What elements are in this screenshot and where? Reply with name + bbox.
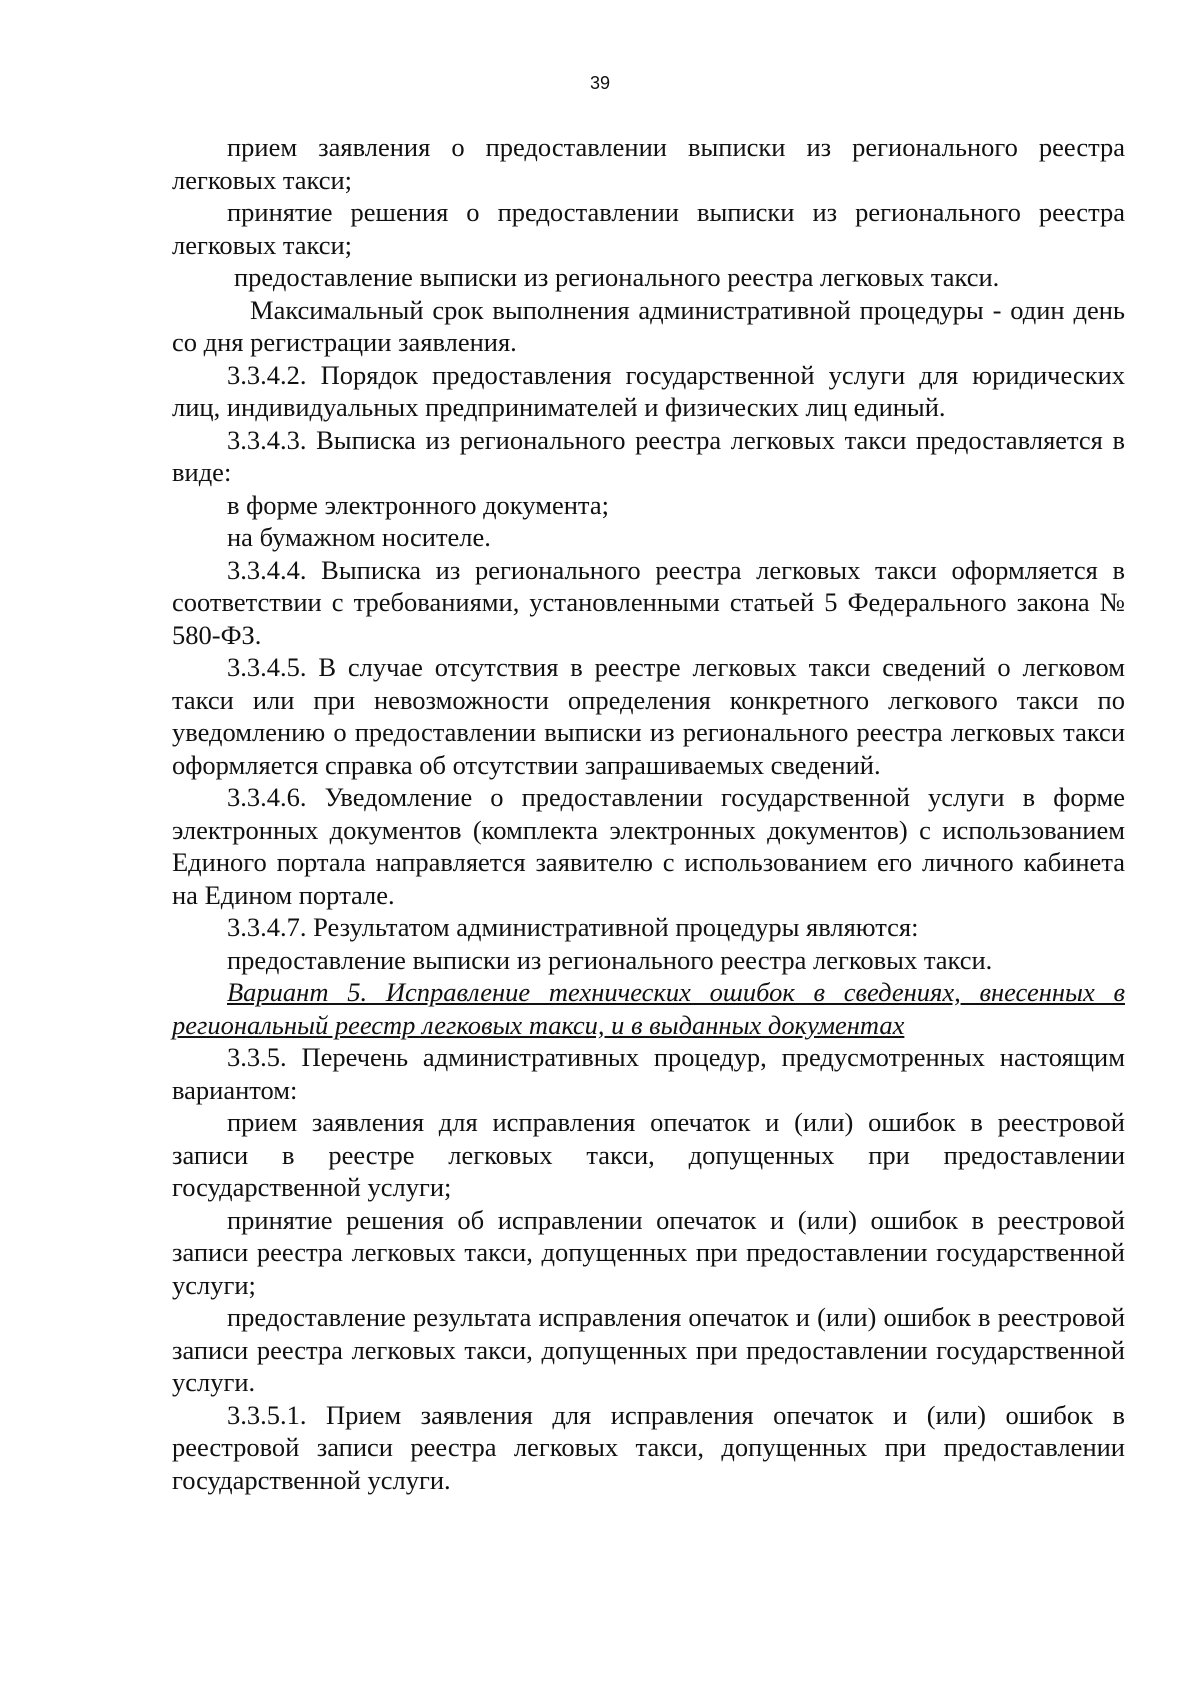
section-heading: Вариант 5. Исправление технических ошибок в сведениях, внесенных в региональный реестр легковых такси, и в выданных документах (172, 977, 1125, 1040)
paragraph: принятие решения об исправлении опечаток и (или) ошибок в реестровой записи реестра легковых такси, допущенных при предоставлении государственной услуги; (172, 1204, 1125, 1300)
paragraph: предоставление выписки из регионального реестра легковых такси. (227, 944, 993, 975)
paragraph: 3.3.4.2. Порядок предоставления государственной услуги для юридических лиц, индивидуальных предпринимателей и физических лиц единый. (172, 359, 1125, 422)
paragraph: прием заявления для исправления опечаток и (или) ошибок в реестровой записи в реестре легковых такси, допущенных при предоставлении государственной услуги; (172, 1107, 1125, 1202)
paragraph: прием заявления о предоставлении выписки из регионального реестра легковых такси; (172, 132, 1125, 195)
paragraph: в форме электронного документа; (227, 489, 609, 520)
document-body (172, 131, 1125, 1496)
paragraph: принятие решения о предоставлении выписки из регионального реестра легковых такси; (172, 197, 1125, 260)
paragraph: 3.3.4.4. Выписка из регионального реестра легковых такси оформляется в соответствии с требованиями, установленными статьей 5 Федерального закона № 580-ФЗ. (172, 554, 1125, 650)
paragraph: 3.3.5.1. Прием заявления для исправления опечаток и (или) ошибок в реестровой записи реестра легковых такси, допущенных при предоставлении государственной услуги. (172, 1399, 1125, 1495)
paragraph: 3.3.4.7. Результатом административной процедуры являются: (227, 912, 919, 942)
paragraph: предоставление выписки из регионального реестра легковых такси. (234, 262, 1000, 292)
paragraph: Максимальный срок выполнения административной процедуры - один день со дня регистрации заявления. (172, 294, 1125, 357)
page-number: 39 (589, 73, 611, 93)
paragraph: 3.3.4.5. В случае отсутствия в реестре легковых такси сведений о легковом такси или при невозможности определения конкретного легкового такси по уведомлению о предоставлении выписки из регионального реестра легковых такси оформляется справка об отсутствии запрашиваемых сведений. (172, 652, 1125, 780)
paragraph: 3.3.4.3. Выписка из регионального реестра легковых такси предоставляется в виде: (172, 424, 1125, 487)
paragraph: предоставление результата исправления опечаток и (или) ошибок в реестровой записи реестра легковых такси, допущенных при предоставлении государственной услуги. (172, 1302, 1125, 1397)
paragraph: 3.3.5. Перечень административных процедур, предусмотренных настоящим вариантом: (172, 1042, 1125, 1105)
paragraph: на бумажном носителе. (227, 522, 491, 552)
paragraph: 3.3.4.6. Уведомление о предоставлении государственной услуги в форме электронных документов (комплекта электронных документов) с использованием Единого портала направляется заявителю с использованием его личного кабинета на Едином портале. (172, 782, 1125, 910)
